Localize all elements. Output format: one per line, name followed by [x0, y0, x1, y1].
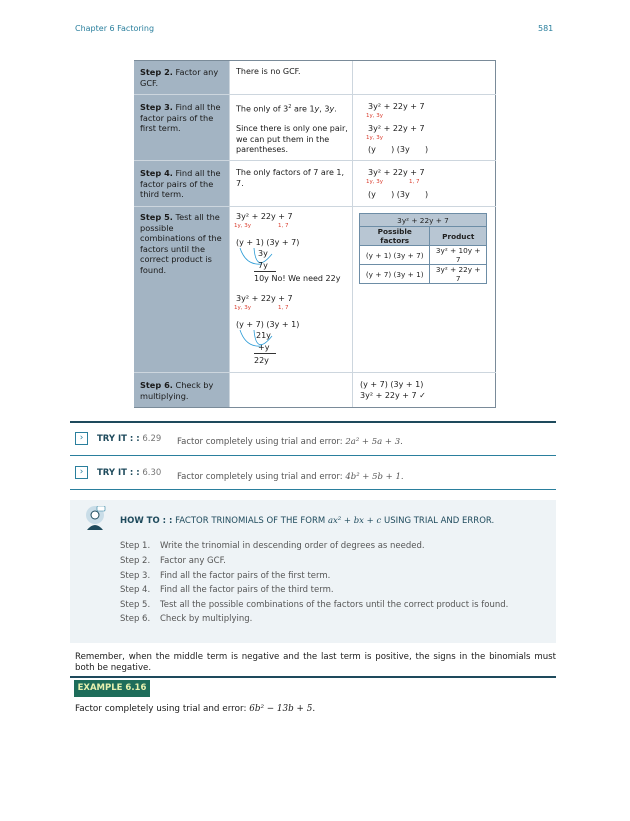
step3-parens: (y ) (3y ) — [368, 145, 429, 154]
step4-middle: The only factors of 7 are 1, 7. — [236, 168, 345, 188]
how-to-title: HOW TO : : FACTOR TRINOMIALS OF THE FORM ax² + bx + c USING TRIAL AND ERROR. — [120, 516, 495, 526]
trial2-term-a: 21y — [256, 331, 271, 340]
step2-label: Step 2. Factor any GCF. — [140, 67, 219, 88]
section-divider — [70, 421, 556, 423]
list-item: Step 4. Find all the factor pairs of the third term. — [120, 585, 334, 595]
trial1-term-a: 3y — [258, 249, 268, 258]
trial2-pairs-c: 1, 7 — [278, 305, 289, 311]
step3-expr: 3y² + 22y + 7 — [368, 102, 425, 111]
trial2-pairs-y: 1y, 3y — [234, 305, 252, 311]
step6-line2: 3y² + 22y + 7 ✓ — [360, 391, 426, 400]
example-label: EXAMPLE 6.16 — [74, 680, 150, 697]
step3-pairs: 1y, 3y — [366, 113, 384, 119]
try-it-prompt: Factor completely using trial and error: 2a² + 5a + 3. — [177, 437, 403, 447]
person-icon — [84, 506, 106, 532]
list-item: Step 1. Write the trinomial in descending order of degrees as needed. — [120, 541, 425, 551]
list-item: Step 6. Check by multiplying. — [120, 614, 253, 624]
trial1-pairs-y: 1y, 3y — [234, 223, 252, 229]
trial2-expr: 3y² + 22y + 7 — [236, 294, 293, 303]
trial1-pairs-c: 1, 7 — [278, 223, 289, 229]
example-prompt: Factor completely using trial and error: 6b² − 13b + 5. — [75, 704, 316, 714]
factors-table-header: Possible factors — [360, 227, 430, 246]
step6-label: Step 6. Check by multiplying. — [140, 380, 214, 401]
trial2-product: (y + 7) (3y + 1) — [236, 320, 300, 329]
step3-middle-b: Since there is only one pair, we can put them in the parentheses. — [236, 124, 348, 154]
chevron-right-icon[interactable]: › — [75, 466, 88, 479]
remember-paragraph: Remember, when the middle term is negative and the last term is positive, the signs in the binomials must both be negative. — [75, 652, 556, 673]
factors-table-header: Product — [430, 227, 487, 246]
list-item: Step 3. Find all the factor pairs of the first term. — [120, 571, 331, 581]
step4-pairs-c: 1, 7 — [409, 179, 420, 185]
trial1-sum: 10y No! We need 22y — [254, 274, 341, 283]
chapter-title: Chapter 6 Factoring — [75, 24, 155, 33]
step3-middle-a: The only of $3^2$ are 1y, 3y. — [236, 104, 337, 114]
list-item: Step 2. Factor any GCF. — [120, 556, 226, 566]
step3-label: Step 3. Find all the factor pairs of the first term. — [140, 102, 221, 133]
table-row: (y + 1) (3y + 7) 3y² + 10y + 7 — [360, 246, 487, 265]
table-row: (y + 7) (3y + 1) 3y² + 22y + 7 — [360, 265, 487, 284]
trial1-term-b: 7y — [258, 261, 268, 270]
page-number: 581 — [538, 24, 554, 33]
example-divider — [70, 676, 556, 678]
step4-pairs-y: 1y, 3y — [366, 179, 384, 185]
try-it-label: TRY IT : : 6.29 — [97, 434, 162, 444]
step2-middle: There is no GCF. — [236, 67, 301, 76]
step4-label: Step 4. Find all the factor pairs of the third term. — [140, 168, 221, 199]
trial2-sum: 22y — [254, 356, 269, 365]
step6-line1: (y + 7) (3y + 1) — [360, 380, 424, 389]
list-item: Step 5. Test all the possible combinations of the factors until the correct product is found. — [120, 600, 509, 610]
step3-pairs-2: 1y, 3y — [366, 135, 384, 141]
step4-parens: (y ) (3y ) — [368, 190, 429, 199]
step5-label: Step 5. Test all the possible combinations of the factors until the correct product is found. — [140, 212, 222, 275]
trial1-expr: 3y² + 22y + 7 — [236, 212, 293, 221]
trial1-product: (y + 1) (3y + 7) — [236, 238, 300, 247]
step4-expr: 3y² + 22y + 7 — [368, 168, 425, 177]
try-it-prompt: Factor completely using trial and error: 4b² + 5b + 1. — [177, 472, 404, 482]
chevron-right-icon[interactable]: › — [75, 432, 88, 445]
try-it-label: TRY IT : : 6.30 — [97, 468, 162, 478]
step3-expr-2: 3y² + 22y + 7 — [368, 124, 425, 133]
factors-table — [359, 213, 487, 284]
factors-table-caption: 3y² + 22y + 7 — [360, 214, 487, 227]
trial2-term-b: +y — [258, 343, 270, 352]
